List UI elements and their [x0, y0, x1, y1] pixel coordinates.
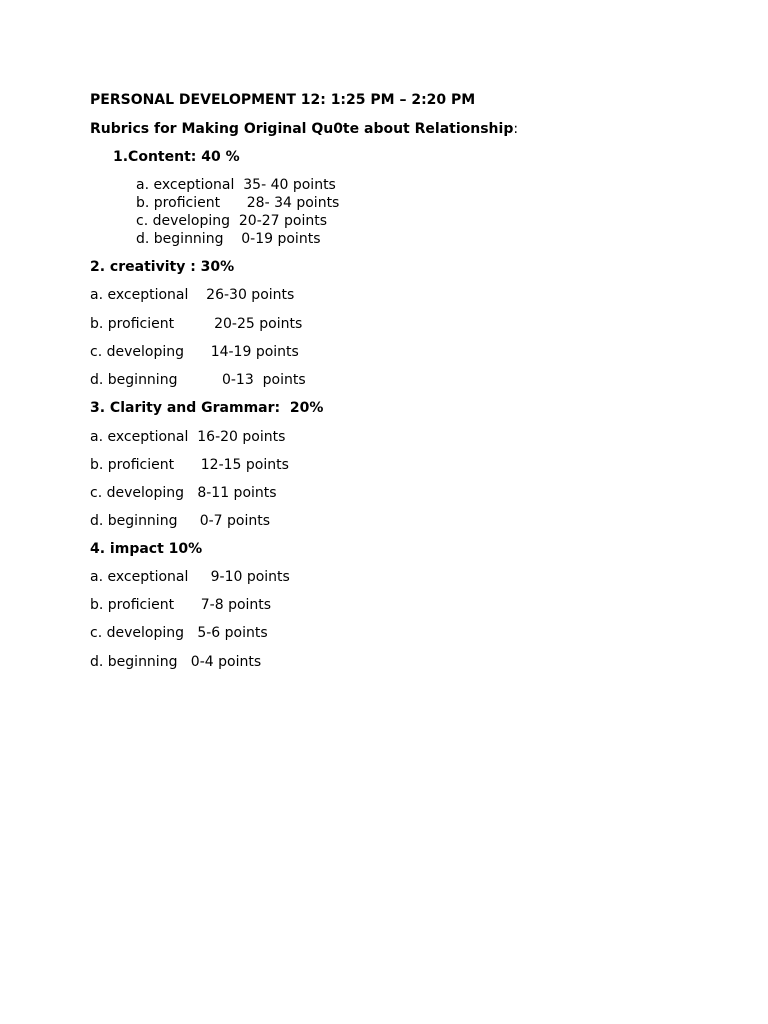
rubric-item: b. proficient 28- 34 points [136, 195, 340, 211]
rubric-item: c. developing 14-19 points [90, 344, 299, 360]
rubric-title-text: Rubrics for Making Original Qu0te about Relationship [90, 121, 514, 137]
rubric-item: d. beginning 0-13 points [90, 372, 306, 388]
rubric-item: c. developing 5-6 points [90, 625, 268, 641]
rubric-item: a. exceptional 16-20 points [90, 429, 286, 445]
section-heading-clarity-grammar: 3. Clarity and Grammar: 20% [90, 400, 324, 416]
rubric-item: a. exceptional 35- 40 points [136, 177, 336, 193]
rubric-item: d. beginning 0-19 points [136, 231, 321, 247]
rubric-item: d. beginning 0-7 points [90, 513, 271, 529]
document-header: PERSONAL DEVELOPMENT 12: 1:25 PM – 2:20 PM [90, 92, 476, 108]
section-heading-impact: 4. impact 10% [90, 541, 203, 557]
rubric-item: b. proficient 12-15 points [90, 457, 289, 473]
rubric-item: a. exceptional 26-30 points [90, 287, 295, 303]
section-heading-content: 1.Content: 40 % [113, 149, 240, 165]
rubric-item: b. proficient 20-25 points [90, 316, 303, 332]
rubric-item: c. developing 8-11 points [90, 485, 277, 501]
rubric-item: b. proficient 7-8 points [90, 597, 272, 613]
rubric-title-colon: : [513, 121, 519, 137]
rubric-item: a. exceptional 9-10 points [90, 569, 290, 585]
section-heading-creativity: 2. creativity : 30% [90, 259, 235, 275]
rubric-item: c. developing 20-27 points [136, 213, 328, 229]
rubric-title [90, 121, 518, 138]
rubric-item: d. beginning 0-4 points [90, 654, 262, 670]
